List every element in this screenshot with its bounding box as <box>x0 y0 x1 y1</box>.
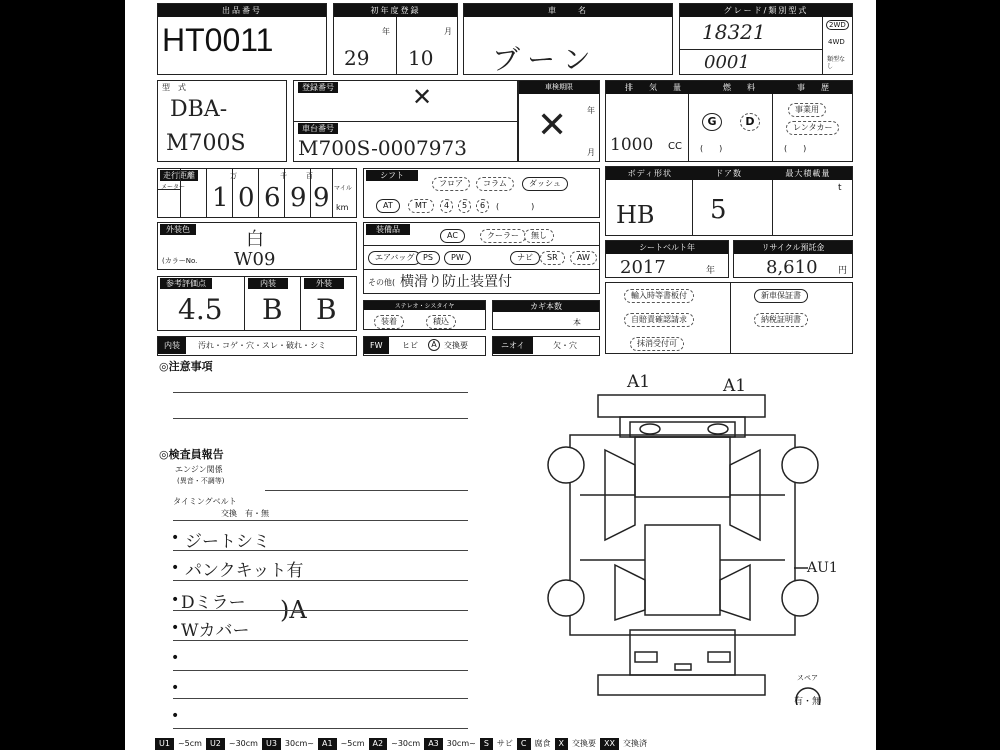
equip-other-value: 横滑り防止装置付 <box>400 274 512 290</box>
car-name-label: 車 名 <box>464 4 672 17</box>
legend-val-u3: 30cm~ <box>281 738 318 750</box>
seatbelt-label: シートベルト年 <box>606 241 728 254</box>
fuel-d: D <box>740 113 760 131</box>
score-label: 参考評価点 <box>160 278 212 289</box>
bracket-grade: )A <box>280 596 307 624</box>
registration-box <box>293 80 518 162</box>
inspection-value: ✕ <box>537 105 568 146</box>
doc-removal: 抹消受付可 <box>630 337 684 351</box>
note-2: パンクキット有 <box>185 561 304 581</box>
equip-cooler: クーラー <box>480 229 526 243</box>
shift-4: 4 <box>440 199 453 213</box>
engine-fuel-box <box>605 80 853 162</box>
doc-selfcheck: 自賠責確認請求 <box>624 313 694 327</box>
equip-other-label: その他( <box>368 278 396 287</box>
bullet-5: • <box>171 650 180 666</box>
first-registration-year: 29 <box>344 46 370 70</box>
color-value: 白 <box>246 229 264 250</box>
lot-number-label: 出品番号 <box>158 4 326 17</box>
legend-key-u3: U3 <box>262 738 281 750</box>
interior-notes: 汚れ・コゲ・穴・スレ・破れ・シミ <box>198 341 326 350</box>
recycle-box <box>733 240 853 278</box>
bullet-7: • <box>171 708 180 724</box>
equip-label: 装備品 <box>366 224 410 235</box>
recycle-label: リサイクル預託金 <box>734 241 852 254</box>
odor-box <box>492 336 600 356</box>
legend-key-a1: A1 <box>318 738 337 750</box>
legend-val-s: サビ <box>493 738 517 750</box>
stereo-label: ステレオ・シスタイヤ <box>364 301 485 310</box>
seatbelt-box <box>605 240 729 278</box>
legend-val-a2: ~30cm <box>387 738 424 750</box>
model-box <box>157 80 287 162</box>
engine-label: エンジン関係 <box>175 465 223 474</box>
exterior-label: 外装 <box>304 278 344 289</box>
mileage-unit-sen: 千 <box>280 172 287 180</box>
legend-val-a1: ~5cm <box>337 738 369 750</box>
equip-airbag: エアバッグ <box>368 251 421 265</box>
drive-2wd: 2WD <box>826 20 849 30</box>
shift-box <box>363 168 600 218</box>
grade-label: グレード/類別型式 <box>680 4 852 17</box>
diagram-a1-left: A1 <box>627 372 651 392</box>
displacement-value: 1000 <box>610 135 654 155</box>
car-name-value: ブーン <box>492 43 599 76</box>
shift-label: シフト <box>366 170 418 181</box>
legend-key-a3: A3 <box>424 738 443 750</box>
interior-value: B <box>262 293 283 326</box>
color-label: 外装色 <box>160 224 196 235</box>
auction-sheet <box>125 0 876 750</box>
equip-ps: PS <box>416 251 440 265</box>
diagram-au1: AU1 <box>807 560 838 576</box>
equip-sr: SR <box>540 251 565 265</box>
grade-value-1: 18321 <box>702 20 766 44</box>
fuel-label: 燃 料 <box>723 83 759 92</box>
odor-label: ニオイ <box>493 337 533 354</box>
timing-exchange: 交換 有・無 <box>221 509 269 518</box>
note-1: ジートシミ <box>185 532 270 552</box>
color-no-value: W09 <box>234 249 276 270</box>
doc-warranty: 新車保証書 <box>754 289 808 303</box>
model-line-2: M700S <box>166 131 246 156</box>
recycle-value: 8,610 <box>766 257 818 278</box>
interior-label: 内装 <box>248 278 288 289</box>
note-3: Dミラー <box>181 593 246 613</box>
mileage-meter: メーター <box>161 184 186 191</box>
doc-tax: 納税証明書 <box>754 313 808 327</box>
drive-none: 類型なし <box>827 56 846 70</box>
history-rental: レンタカー <box>786 121 839 135</box>
legend-key-xx: XX <box>600 738 619 750</box>
mileage-unit-hyaku: 百 <box>306 172 313 180</box>
bullet-4: • <box>171 620 180 636</box>
legend-val-a3: 30cm~ <box>443 738 480 750</box>
body-label: ボディ形状 <box>627 169 673 178</box>
legend-key-x: X <box>555 738 568 750</box>
mileage-digit-2: 0 <box>238 183 255 213</box>
score-value: 4.5 <box>178 293 223 326</box>
timing-label: タイミングベルト <box>173 497 237 506</box>
keys-box <box>492 300 600 330</box>
first-registration-box <box>333 3 458 75</box>
legend-key-s: S <box>480 738 493 750</box>
damage-legend <box>155 738 651 750</box>
mileage-box <box>157 168 357 218</box>
shift-mt: MT <box>408 199 434 213</box>
first-registration-label: 初年度登録 <box>334 4 457 17</box>
reg-no-value: ✕ <box>412 83 433 111</box>
equip-ac: AC <box>440 229 465 243</box>
fw-box <box>363 336 486 356</box>
chassis-value: M700S-0007973 <box>298 136 467 160</box>
model-line-1: DBA- <box>170 97 228 122</box>
fw-replace: 交換要 <box>444 341 468 350</box>
equip-aw: AW <box>570 251 597 265</box>
exterior-value: B <box>316 293 337 326</box>
legend-key-u1: U1 <box>155 738 174 750</box>
fuel-blank: ( ) <box>700 144 723 153</box>
spare-label: スペア <box>797 674 818 682</box>
capacity-label: 最大積載量 <box>785 169 831 178</box>
first-registration-month: 10 <box>408 46 434 70</box>
doors-value: 5 <box>710 195 727 225</box>
fuel-g: G <box>702 113 722 131</box>
keys-label: カギ本数 <box>493 301 599 312</box>
mileage-unit-mile: マイル <box>334 185 352 192</box>
shift-at: AT <box>376 199 400 213</box>
legend-val-x: 交換要 <box>568 738 600 750</box>
inspector-title: ◎検査員報告 <box>159 448 224 461</box>
shift-floor: フロア <box>432 177 470 191</box>
reg-no-label: 登録番号 <box>298 82 338 93</box>
shift-other: ( ) <box>496 202 535 211</box>
legend-val-u2: ~30cm <box>225 738 262 750</box>
model-label: 型 式 <box>162 83 186 92</box>
month-mark: 月 <box>444 27 452 36</box>
grade-box <box>679 3 853 75</box>
grade-value-2: 0001 <box>704 52 750 73</box>
stereo-stacked: 積込 <box>426 315 456 329</box>
doc-import: 輸入時等書板付 <box>624 289 694 303</box>
recycle-unit: 円 <box>838 266 848 276</box>
mileage-digit-5: 9 <box>313 183 330 213</box>
history-commercial: 事業用 <box>788 103 826 117</box>
odor-value: 欠・穴 <box>553 341 577 350</box>
equipment-box <box>363 222 600 294</box>
history-label: 事 歴 <box>797 83 833 92</box>
bullet-1: • <box>171 530 180 546</box>
color-box <box>157 222 357 270</box>
legend-val-u1: ~5cm <box>174 738 206 750</box>
body-box <box>605 166 853 236</box>
history-blank: ( ) <box>784 144 807 153</box>
car-name-box <box>463 3 673 75</box>
year-mark: 年 <box>382 27 390 36</box>
inspection-month: 月 <box>587 148 595 157</box>
diagram-a1-right: A1 <box>723 376 747 396</box>
legend-val-xx: 交換済 <box>619 738 651 750</box>
seatbelt-value: 2017 <box>620 257 666 278</box>
bullet-3: • <box>171 592 180 608</box>
equip-pw: PW <box>444 251 471 265</box>
interior-notes-box <box>157 336 357 356</box>
bullet-2: • <box>171 560 180 576</box>
drive-4wd: 4WD <box>828 38 845 46</box>
capacity-unit: t <box>838 183 842 193</box>
seatbelt-year: 年 <box>706 266 716 276</box>
body-value: HB <box>616 201 655 229</box>
engine-sub: (異音・不調等) <box>177 477 225 485</box>
fw-a: A <box>428 339 440 351</box>
stereo-box <box>363 300 486 330</box>
doors-label: ドア数 <box>715 169 743 178</box>
lot-number-value: HT0011 <box>162 22 274 58</box>
inspection-year: 年 <box>587 106 595 115</box>
mileage-digit-3: 6 <box>264 183 281 213</box>
spare-value: 有・無 <box>794 697 822 707</box>
color-no-label: (カラーNo. <box>162 257 198 265</box>
bullet-6: • <box>171 680 180 696</box>
legend-val-c: 腐食 <box>531 738 555 750</box>
inspection-box <box>518 80 600 162</box>
inspection-label: 車検期限 <box>519 81 599 94</box>
mileage-unit-man: 万 <box>230 172 237 180</box>
legend-key-u2: U2 <box>206 738 225 750</box>
equip-none: 無し <box>524 229 554 243</box>
note-4: Wカバー <box>181 621 250 641</box>
caution-title: ◎注意事項 <box>159 360 213 373</box>
score-box <box>157 276 357 331</box>
mileage-label: 走行距離 <box>160 170 198 181</box>
chassis-label: 車台番号 <box>298 123 338 134</box>
mileage-digit-4: 9 <box>290 183 307 213</box>
fw-label: FW <box>364 337 389 354</box>
documents-box <box>605 282 853 354</box>
shift-5: 5 <box>458 199 471 213</box>
interior-notes-label: 内装 <box>158 337 186 354</box>
legend-key-c: C <box>517 738 531 750</box>
mileage-digit-1: 1 <box>212 183 229 213</box>
legend-key-a2: A2 <box>369 738 388 750</box>
stereo-installed: 装着 <box>374 315 404 329</box>
fw-value: ヒビ <box>402 341 418 350</box>
shift-dash: ダッシュ <box>522 177 568 191</box>
lot-number-box <box>157 3 327 75</box>
keys-unit: 本 <box>573 318 581 327</box>
mileage-unit-km: km <box>336 203 349 212</box>
shift-6: 6 <box>476 199 489 213</box>
equip-navi: ナビ <box>510 251 540 265</box>
shift-column: コラム <box>476 177 514 191</box>
displacement-label: 排 気 量 <box>625 83 685 92</box>
displacement-unit: CC <box>668 141 682 152</box>
car-damage-diagram <box>540 390 830 705</box>
